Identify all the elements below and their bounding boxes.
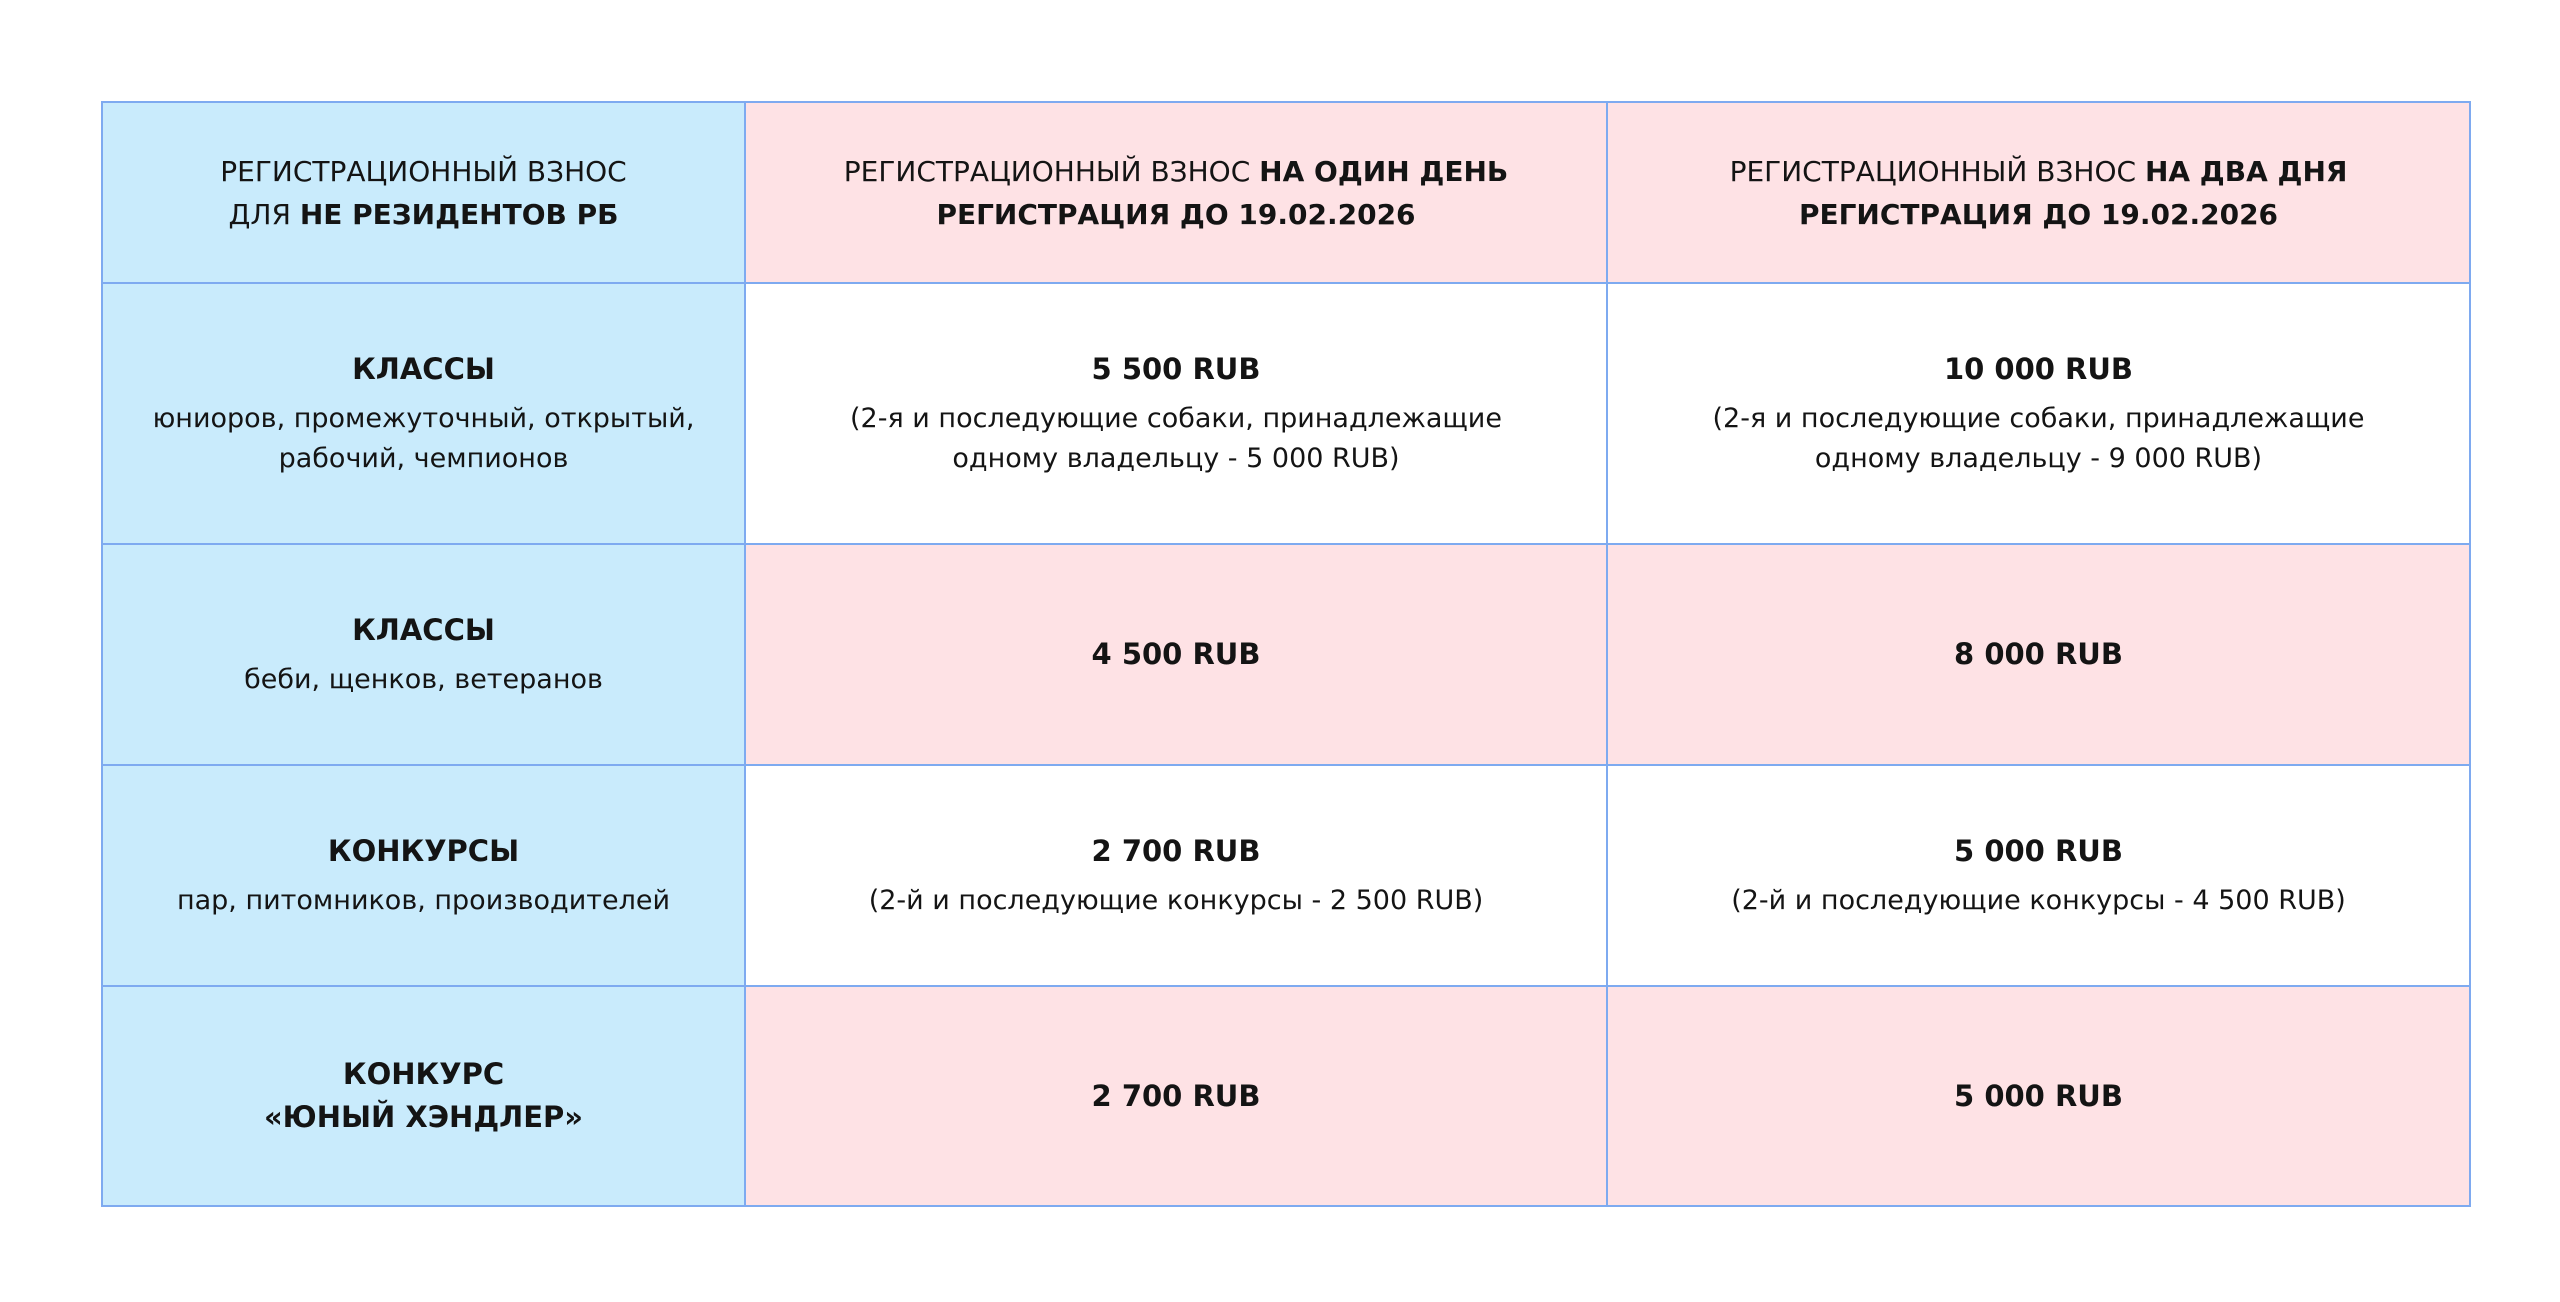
one-day-price: 5 500 RUB (1091, 352, 1261, 386)
two-days-note-line: (2-я и последующие собаки, принадлежащие (1712, 403, 2365, 434)
one-day-note-line: одному владельцу - 5 000 RUB) (952, 443, 1400, 474)
row-subtitle (123, 881, 724, 921)
header-two-days (1607, 102, 2470, 283)
two-days-note (1628, 881, 2449, 921)
two-days-price: 5 000 RUB (1954, 834, 2123, 868)
header-two-days-prefix: РЕГИСТРАЦИОННЫЙ ВЗНОС (1729, 154, 2145, 188)
one-day-price: 4 500 RUB (1091, 637, 1261, 671)
header-one-day-prefix: РЕГИСТРАЦИОННЫЙ ВЗНОС (843, 154, 1260, 188)
row-title (123, 1053, 724, 1139)
one-day-fee-cell (745, 283, 1607, 544)
row-title-line: «ЮНЫЙ ХЭНДЛЕР» (263, 1100, 584, 1134)
two-days-price: 10 000 RUB (1943, 352, 2134, 386)
two-days-note-line: (2-й и последующие конкурсы - 4 500 RUB) (1731, 885, 2346, 916)
header-one-day-bold: НА ОДИН ДЕНЬ (1259, 154, 1509, 188)
row-title: КОНКУРСЫ (327, 834, 520, 868)
one-day-price: 2 700 RUB (1091, 834, 1261, 868)
header-two-days-line1 (1628, 150, 2449, 193)
two-days-note-line: одному владельцу - 9 000 RUB) (1814, 443, 2263, 474)
header-one-day-deadline: РЕГИСТРАЦИЯ ДО 19.02.2026 (936, 197, 1416, 231)
one-day-fee-cell (745, 765, 1607, 986)
two-days-fee-cell (1607, 986, 2470, 1206)
header-two-days-deadline: РЕГИСТРАЦИЯ ДО 19.02.2026 (1798, 197, 2279, 231)
table-row (102, 986, 2470, 1206)
two-days-fee-cell (1607, 765, 2470, 986)
header-nonresidents-bold: НЕ РЕЗИДЕНТОВ РБ (299, 197, 619, 231)
two-days-price: 8 000 RUB (1954, 637, 2123, 671)
one-day-price: 2 700 RUB (1091, 1078, 1261, 1113)
one-day-note (766, 399, 1586, 479)
row-label (102, 986, 745, 1206)
one-day-fee-cell (745, 544, 1607, 765)
row-label (102, 544, 745, 765)
row-subtitle-line: рабочий, чемпионов (278, 443, 569, 474)
header-nonresidents-line1: РЕГИСТРАЦИОННЫЙ ВЗНОС (220, 154, 627, 188)
row-title-line: КОНКУРС (342, 1057, 505, 1091)
one-day-note-line: (2-й и последующие конкурсы - 2 500 RUB) (868, 885, 1484, 916)
header-nonresidents-prefix: ДЛЯ (228, 197, 300, 231)
row-title: КЛАССЫ (352, 613, 495, 647)
header-one-day-line1 (766, 150, 1586, 193)
one-day-note (766, 881, 1586, 921)
one-day-fee-cell (745, 986, 1607, 1206)
two-days-price: 5 000 RUB (1954, 1078, 2123, 1113)
header-one-day (745, 102, 1607, 283)
row-subtitle-line: беби, щенков, ветеранов (244, 664, 603, 695)
header-two-days-bold: НА ДВА ДНЯ (2144, 154, 2348, 188)
two-days-fee-cell (1607, 283, 2470, 544)
row-subtitle (123, 399, 724, 479)
registration-fee-table (101, 101, 2471, 1207)
header-row (102, 102, 2470, 283)
two-days-note (1628, 399, 2449, 479)
row-subtitle (123, 660, 724, 700)
row-label (102, 765, 745, 986)
row-subtitle-line: пар, питомников, производителей (176, 885, 671, 916)
header-nonresidents (102, 102, 745, 283)
table-row (102, 283, 2470, 544)
row-title: КЛАССЫ (352, 352, 495, 386)
header-nonresidents-line2 (123, 193, 724, 236)
two-days-fee-cell (1607, 544, 2470, 765)
table-row (102, 544, 2470, 765)
row-label (102, 283, 745, 544)
row-subtitle-line: юниоров, промежуточный, открытый, (152, 403, 695, 434)
table-row (102, 765, 2470, 986)
one-day-note-line: (2-я и последующие собаки, принадлежащие (850, 403, 1502, 434)
